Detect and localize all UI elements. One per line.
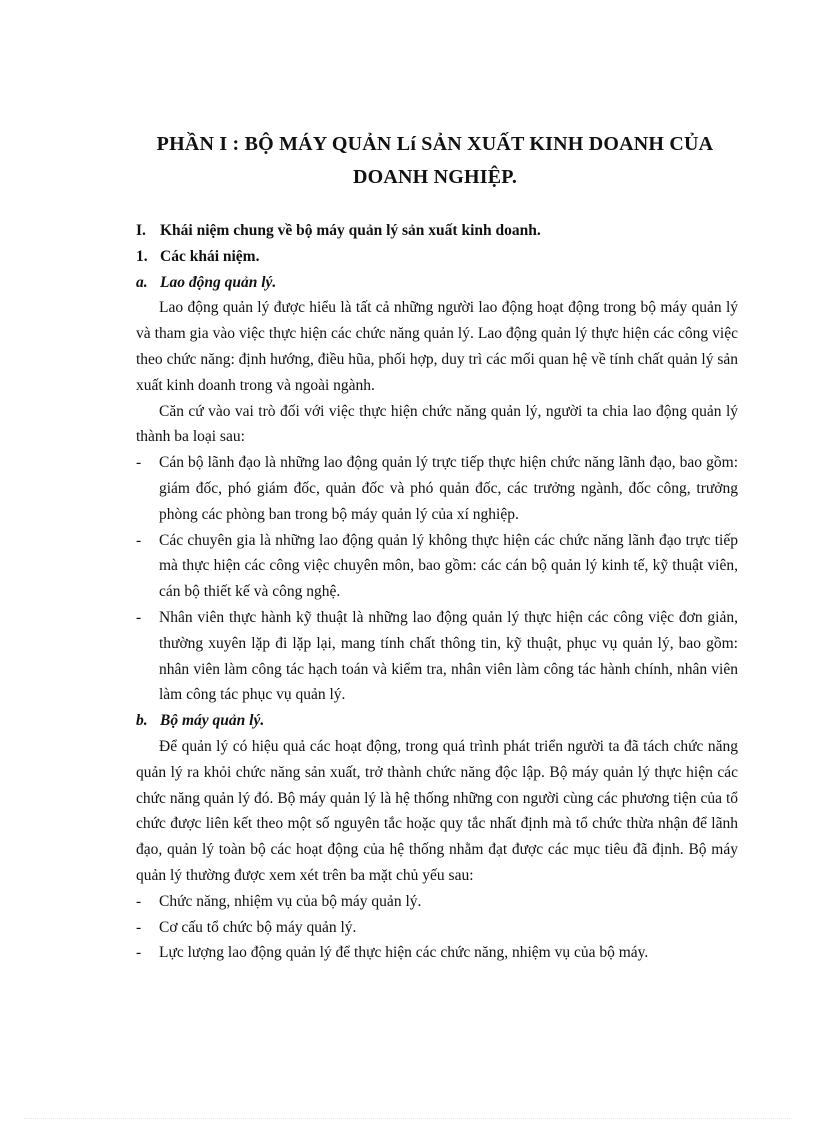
list-item [136, 450, 738, 527]
paragraph: Để quản lý có hiệu quả các hoạt động, trong quá trình phát triển người ta đã tách chức năng quản lý ra khỏi chức năng sản xuất, trở thành chức năng độc lập. Bộ máy quản lý thực hiện các chức năng quản lý đó. Bộ máy quản lý là hệ thống những con người cùng các phương tiện của tổ chức được liên kết theo một số nguyên tắc hoặc quy tắc nhất định mà tổ chức thừa nhận để lãnh đạo, quản lý toàn bộ các hoạt động của hệ thống nhằm đạt được các mục tiêu đã định. Bộ máy quản lý thường được xem xét trên ba mặt chủ yếu sau: [136, 737, 738, 884]
heading-text: Các khái niệm. [160, 247, 260, 265]
list-item-text: Lực lượng lao động quản lý để thực hiện các chức năng, nhiệm vụ của bộ máy. [159, 944, 649, 962]
heading-section-b [136, 708, 738, 734]
heading-text: Khái niệm chung về bộ máy quản lý sản xuất kinh doanh. [160, 222, 541, 239]
heading-section-a [136, 270, 738, 296]
page-title: PHẦN I : BỘ MÁY QUẢN Lí SẢN XUẤT KINH DOANH CỦA DOANH NGHIỆP. [156, 133, 714, 188]
heading-number: I. [136, 222, 146, 239]
list-item [136, 528, 738, 605]
heading-number: a. [136, 273, 148, 291]
paragraph: Lao động quản lý được hiểu là tất cả những người lao động hoạt động trong bộ máy quản lý và tham gia vào việc thực hiện các chức năng quản lý. Lao động quản lý thực hiện các công việc theo chức năng: định hướng, điều hũa, phối hợp, duy trì các mối quan hệ về tính chất quản lý sản xuất kinh doanh trong và ngoài ngành. [136, 299, 738, 394]
bullet-dash: - [136, 918, 142, 936]
bullet-dash: - [136, 531, 142, 549]
paragraph: Căn cứ vào vai trò đối với việc thực hiện chức năng quản lý, người ta chia lao động quản lý thành ba loại sau: [136, 402, 738, 446]
heading-text: Bộ máy quản lý. [160, 712, 265, 730]
bullet-dash: - [136, 944, 142, 962]
bullet-dash: - [136, 892, 142, 910]
list-item [136, 940, 738, 966]
list-item [136, 605, 738, 708]
heading-section-I [136, 218, 738, 244]
heading-section-1 [136, 244, 738, 270]
heading-text: Lao động quản lý. [160, 273, 277, 291]
list-item-text: Nhân viên thực hành kỹ thuật là những lao động quản lý thực hiện các công việc đơn giản, thường xuyên lặp đi lặp lại, mang tính chất thông tin, kỹ thuật, phục vụ quản lý, bao gồm: nhân viên làm công tác hạch toán và kiểm tra, nhân viên làm công tác hành chính, nhân viên làm công tác phục vụ quản lý. [159, 608, 738, 704]
list-item-text: Các chuyên gia là những lao động quản lý không thực hiện các chức năng lãnh đạo trực tiếp mà thực hiện các công việc chuyên môn, bao gồm: các cán bộ quản lý kinh tế, kỹ thuật viên, cán bộ thiết kế và công nghệ. [159, 531, 738, 601]
list-item-text: Cơ cấu tổ chức bộ máy quản lý. [159, 918, 357, 936]
bullet-dash: - [136, 608, 142, 626]
bullet-dash: - [136, 454, 142, 472]
page-footer-divider [24, 1118, 792, 1119]
document-body [136, 218, 738, 966]
heading-number: 1. [136, 247, 148, 265]
heading-number: b. [136, 712, 148, 730]
list-item [136, 915, 738, 941]
list-item-text: Chức năng, nhiệm vụ của bộ máy quản lý. [159, 892, 422, 910]
list-item-text: Cán bộ lãnh đạo là những lao động quản lý trực tiếp thực hiện chức năng lãnh đạo, bao gồm: giám đốc, phó giám đốc, quản đốc và phó quản đốc, các trưởng ngành, đốc công, trưởng phòng các phòng ban trong bộ máy quản lý của xí nghiệp. [159, 454, 738, 523]
list-item [136, 889, 738, 915]
